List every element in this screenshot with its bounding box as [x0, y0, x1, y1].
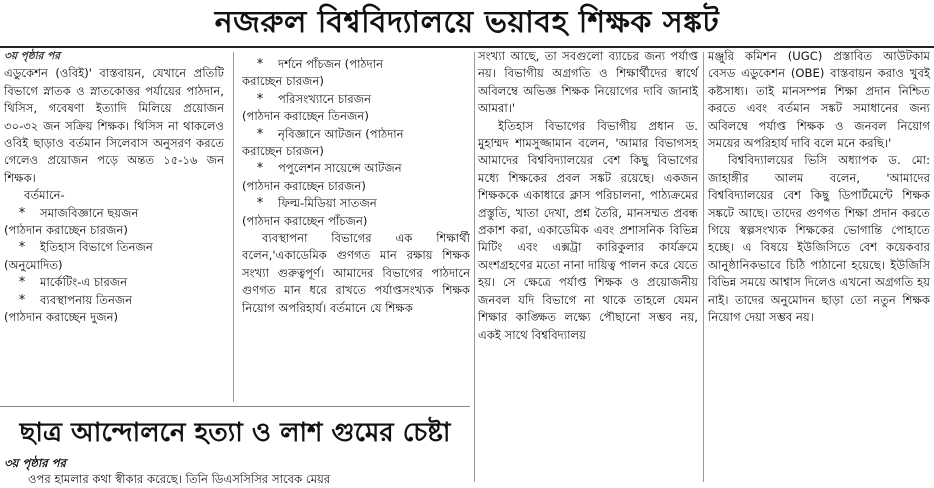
- list-item-note: (পাঠদান করাচ্ছেন চারজন): [242, 178, 366, 193]
- list-item: * ব্যবস্থাপনায় তিনজন: [4, 292, 224, 309]
- star-bullet: *: [256, 91, 264, 107]
- sub-headline: ছাত্র আন্দোলনে হত্যা ও লাশ গুমের চেষ্টা: [19, 418, 451, 448]
- list-item: * সমাজবিজ্ঞানে ছয়জন: [4, 205, 224, 222]
- list-item-note: (পাঠদান করাচ্ছেন পাঁচজন): [242, 213, 368, 228]
- sub-first-line: ওপর হামলার কথা স্বীকার করেছে। তিনি ডিএসসিসির সাবেক মেয়র: [28, 472, 331, 486]
- star-bullet: *: [18, 205, 26, 221]
- list-item-note: করাচ্ছেন চারজন): [242, 74, 324, 89]
- list-item: * পরিসংখ্যানে চারজন: [242, 91, 470, 108]
- col3-para1: সংখ্যা আছে, তা সবগুলো ব্যাচের জন্য পর্যাপ্ত নয়। বিভাগীয় অগ্রগতি ও শিক্ষার্থীদের স্বার্থে অবিলম্বে অভিজ্ঞ শিক্ষক নিয়োগের দাবি জানাই আমরা।': [478, 49, 698, 116]
- list-item: * পপুলেশন সায়েন্সে আটজন: [242, 160, 470, 177]
- star-bullet: *: [256, 196, 264, 212]
- list-item: * দর্শনে পাঁচজন (পাঠদান: [242, 56, 470, 73]
- list-item-note: (পাঠদান করাচ্ছেন দুজন): [4, 310, 119, 325]
- present-label: বর্তমানে-: [24, 188, 65, 203]
- column-divider: [703, 52, 704, 482]
- col4-para2: বিশ্ববিদ্যালয়ের ভিসি অধ্যাপক ড. মো: জাহাঙ্গীর আলম বলেন, 'আমাদের বিশ্ববিদ্যালয়ের বেশ কিছু ডিপার্টমেন্টে শিক্ষক সঙ্কটে আছে। তাদের গুণগত শিক্ষা প্রদান করতে গিয়ে স্বল্পসংখ্যক শিক্ষকের ভোগান্তি পোহাতে হচ্ছে। এ বিষয়ে ইউজিসিতে বেশ কয়েকবার আনুষ্ঠানিকভাবে চিঠি পাঠানো হয়েছে। ইউজিসি বিভিন্ন সময়ে আশ্বাস দিলেও এখনো অগ্রগতি হয় নাই। তাদের অনুমোদন ছাড়া তো নতুন শিক্ষক নিয়োগ দেয়া সম্ভব নয়।: [708, 153, 930, 325]
- list-item: * মার্কেটিং-এ চারজন: [4, 274, 224, 291]
- col2-para1: ব্যবস্থাপনা বিভাগের এক শিক্ষার্থী বলেন,'একাডেমিক গুণগত মান রক্ষায় শিক্ষক সংখ্যা গুরুত্বপূর্ণ। আমাদের বিভাগের পাঠদানে গুণগত মান ধরে রাখতে পর্যাপ্তসংখ্যক শিক্ষক নিয়োগ অপরিহার্য। বর্তমানে যে শিক্ষক: [242, 231, 470, 315]
- continued-label: ৩য় পৃষ্ঠার পর: [4, 50, 61, 62]
- list-item: * ফিল্ম-মিডিয়া সাতজন: [242, 195, 470, 212]
- column-3: [478, 48, 698, 344]
- list-item-note: (অনুমোদিত): [4, 257, 63, 272]
- subhead-rule: [0, 406, 470, 407]
- headline: নজরুল বিশ্ববিদ্যালয়ে ভয়াবহ শিক্ষক সঙ্কট: [214, 5, 720, 40]
- column-1: [4, 48, 224, 327]
- column-4: [708, 48, 930, 327]
- col3-para2: ইতিহাস বিভাগের বিভাগীয় প্রধান ড. মুহাম্মদ শামসুজ্জামান বলেন, 'আমার বিভাগসহ আমাদের বিশ্ববিদ্যালয়ের বেশ কিছু বিভাগের মধ্যে শিক্ষকের প্রবল সঙ্কট রয়েছে। একজন শিক্ষককে একাধারে ক্লাস পরিচালনা, পাঠ্যক্রমের প্রস্তুতি, খাতা দেখা, প্রশ্ন তৈরি, মানসম্মত প্রবন্ধ প্রকাশ করা, একাডেমিক এবং প্রশাসনিক বিভিন্ন মিটিং এবং এক্সট্রা কারিকুলার কার্যক্রমে অংশগ্রহণের মতো নানা দায়িত্ব পালন করে যেতে হয়। সে ক্ষেত্রে পর্যাপ্ত শিক্ষক ও প্রয়োজনীয় জনবল যদি বিভাগে না থাকে তাহলে যেমন শিক্ষার কাঙ্ক্ষিত লক্ষ্যে পৌছানো সম্ভব নয়, একই সাথে বিশ্ববিদ্যালয়: [478, 118, 698, 342]
- list-item-note: (পাঠদান করাচ্ছেন চারজন): [4, 223, 128, 238]
- star-bullet: *: [256, 57, 264, 72]
- list-item-note: করাচ্ছেন চারজন): [242, 144, 324, 159]
- star-bullet: *: [18, 275, 26, 291]
- list-item-note: (পাঠদান করাচ্ছেন তিনজন): [242, 109, 369, 124]
- star-bullet: *: [18, 240, 26, 256]
- sub-continued-label: ৩য় পৃষ্ঠার পর: [4, 456, 66, 470]
- star-bullet: *: [256, 126, 264, 142]
- list-item: * নৃবিজ্ঞানে আটজন (পাঠদান: [242, 126, 470, 143]
- column-divider: [233, 52, 234, 402]
- star-bullet: *: [18, 292, 26, 308]
- column-divider: [474, 52, 475, 482]
- col1-para1: এডুকেশন (ওবিই)' বাস্তবায়ন, যেখানে প্রতিটি বিভাগে স্নাতক ও স্নাতকোত্তর পর্যায়ের পাঠদান, থিসিস, গবেষণা ইত্যাদি মিলিয়ে প্রয়োজন ৩০-৩২ জন সক্রিয় শিক্ষক। থিসিস না থাকলেও ওবিই ছাড়াও বর্তমান সিলেবাস অনুসরণ করতে গেলেও প্রয়োজন পড়ে অন্তত ১৫-১৬ জন শিক্ষক।: [4, 66, 224, 185]
- column-2: [242, 56, 470, 317]
- star-bullet: *: [256, 161, 264, 177]
- col4-para1: মঞ্জুরি কমিশন (UGC) প্রস্তাবিত আউটকাম বেসড এডুকেশন (OBE) বাস্তবায়ন করাও খুবই কষ্টসাধ্য। তাই মানসম্পন্ন শিক্ষা প্রদান নিশ্চিত করতে এবং বর্তমান সঙ্কট সমাধানের জন্য অবিলম্বে পর্যাপ্ত শিক্ষক ও জনবল নিয়োগ সময়ের অপরিহার্য দাবি বলে মনে করছি।': [708, 49, 930, 151]
- list-item: * ইতিহাস বিভাগে তিনজন: [4, 239, 224, 256]
